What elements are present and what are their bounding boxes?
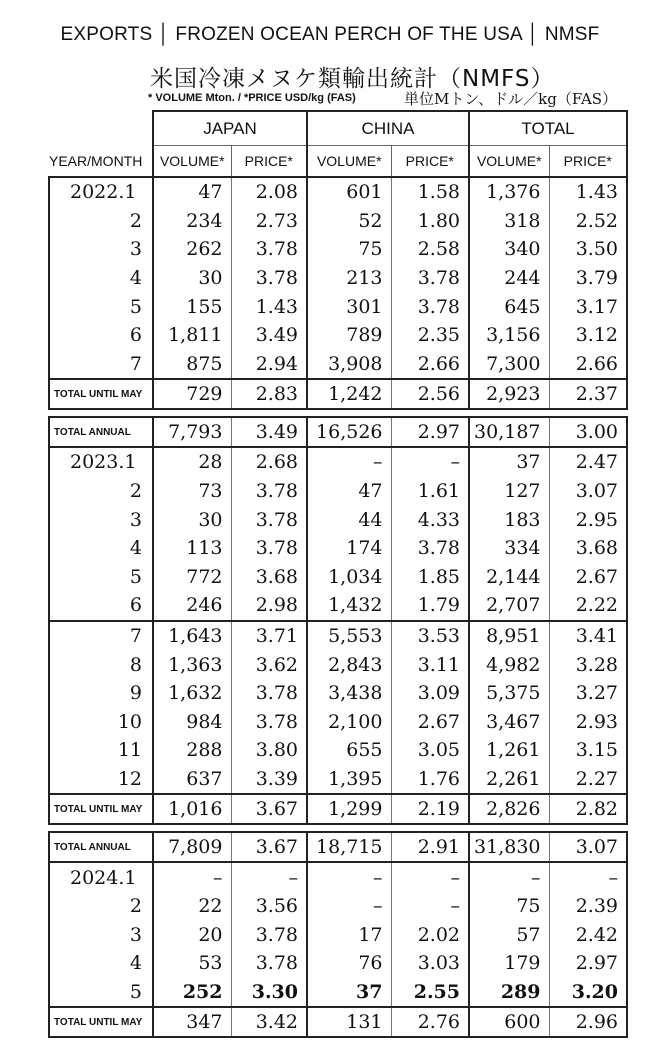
total-volume-cell: 131 [307, 1007, 391, 1037]
total-price-cell: 2.76 [391, 1007, 469, 1037]
price-cell: 3.78 [231, 235, 307, 264]
price-cell: 3.56 [231, 892, 307, 921]
price-cell: 3.62 [231, 650, 307, 679]
volume-cell: 289 [469, 978, 549, 1008]
corner-cell [49, 111, 153, 146]
volume-cell: 47 [153, 177, 231, 207]
month-cell: 3 [49, 235, 153, 264]
column-header-row [49, 146, 627, 178]
price-cell: 2.22 [549, 591, 627, 621]
price-cell: 3.41 [549, 621, 627, 651]
total-volume-cell: 1,299 [307, 794, 391, 824]
total-price-cell: 3.67 [231, 832, 307, 862]
table-row [49, 207, 627, 236]
volume-cell: 213 [307, 264, 391, 293]
volume-cell: 340 [469, 235, 549, 264]
price-cell: 3.78 [391, 292, 469, 321]
total-row [49, 417, 627, 447]
total-label: TOTAL ANNUAL [49, 417, 153, 447]
volume-cell: 73 [153, 477, 231, 506]
price-cell: 3.78 [231, 920, 307, 949]
volume-cell: 20 [153, 920, 231, 949]
total-volume-cell: 7,793 [153, 417, 231, 447]
year-month-header: YEAR/MONTH [49, 146, 153, 178]
volume-cell: 601 [307, 177, 391, 207]
row-gap [49, 409, 627, 417]
volume-cell: 4,982 [469, 650, 549, 679]
price-cell: 3.68 [549, 534, 627, 563]
price-cell: 2.58 [391, 235, 469, 264]
price-cell: 2.97 [549, 949, 627, 978]
volume-cell: 22 [153, 892, 231, 921]
units-note-japanese: 単位Mトン、ドル／kg（FAS） [404, 90, 618, 108]
month-cell: 12 [49, 765, 153, 795]
volume-cell: 637 [153, 765, 231, 795]
export-statistics-table [48, 110, 628, 1038]
table-body [49, 177, 627, 1037]
total-price-cell: 2.19 [391, 794, 469, 824]
volume-cell: 57 [469, 920, 549, 949]
total-row [49, 1007, 627, 1037]
month-cell: 2 [49, 892, 153, 921]
volume-cell: 30 [153, 264, 231, 293]
volume-cell: – [307, 892, 391, 921]
month-cell: 8 [49, 650, 153, 679]
total-label: TOTAL ANNUAL [49, 832, 153, 862]
volume-cell: 37 [469, 447, 549, 477]
price-cell: 3.12 [549, 321, 627, 350]
volume-cell: 772 [153, 563, 231, 592]
price-cell: 1.43 [231, 292, 307, 321]
total-price-cell: 2.97 [391, 417, 469, 447]
row-gap [49, 824, 627, 832]
price-header: PRICE* [231, 146, 307, 178]
price-cell: 1.79 [391, 591, 469, 621]
total-volume-cell: 16,526 [307, 417, 391, 447]
volume-cell: 244 [469, 264, 549, 293]
price-cell: 3.78 [231, 477, 307, 506]
volume-cell: 1,643 [153, 621, 231, 651]
table-row [49, 978, 627, 1008]
volume-cell: 1,432 [307, 591, 391, 621]
gap-cell [49, 824, 627, 832]
volume-cell: 1,034 [307, 563, 391, 592]
volume-cell: 3,908 [307, 350, 391, 380]
price-cell: 3.78 [391, 534, 469, 563]
table-row [49, 264, 627, 293]
price-cell: 2.66 [391, 350, 469, 380]
volume-cell: 252 [153, 978, 231, 1008]
price-header: PRICE* [549, 146, 627, 178]
volume-cell: 113 [153, 534, 231, 563]
volume-cell: 301 [307, 292, 391, 321]
price-cell: – [549, 862, 627, 892]
price-cell: 2.02 [391, 920, 469, 949]
total-price-cell: 2.82 [549, 794, 627, 824]
volume-header: VOLUME* [307, 146, 391, 178]
price-cell: 3.78 [231, 708, 307, 737]
volume-cell: – [307, 447, 391, 477]
total-price-cell: 2.83 [231, 379, 307, 409]
gap-cell [49, 409, 627, 417]
total-volume-cell: 347 [153, 1007, 231, 1037]
total-price-cell: 3.42 [231, 1007, 307, 1037]
month-cell: 2022.1 [49, 177, 153, 207]
group-header-total: TOTAL [469, 111, 627, 146]
month-cell: 7 [49, 621, 153, 651]
price-cell: 3.39 [231, 765, 307, 795]
price-cell: 3.07 [549, 477, 627, 506]
month-cell: 9 [49, 679, 153, 708]
price-cell: 3.15 [549, 736, 627, 765]
price-cell: 3.78 [231, 534, 307, 563]
price-cell: 2.66 [549, 350, 627, 380]
price-cell: 2.98 [231, 591, 307, 621]
month-cell: 4 [49, 264, 153, 293]
volume-cell: 2,707 [469, 591, 549, 621]
volume-cell: – [469, 862, 549, 892]
total-row [49, 832, 627, 862]
total-price-cell: 3.67 [231, 794, 307, 824]
volume-cell: 288 [153, 736, 231, 765]
table-row [49, 505, 627, 534]
volume-cell: 44 [307, 505, 391, 534]
price-cell: 3.17 [549, 292, 627, 321]
price-cell: 1.85 [391, 563, 469, 592]
price-cell: 3.09 [391, 679, 469, 708]
volume-cell: 334 [469, 534, 549, 563]
price-cell: 3.28 [549, 650, 627, 679]
units-note: * VOLUME Mton. / *PRICE USD/kg (FAS) [148, 92, 356, 104]
volume-cell: – [307, 862, 391, 892]
volume-cell: 246 [153, 591, 231, 621]
volume-cell: 3,438 [307, 679, 391, 708]
price-cell: 3.79 [549, 264, 627, 293]
month-cell: 10 [49, 708, 153, 737]
volume-cell: 2,843 [307, 650, 391, 679]
table-row [49, 477, 627, 506]
volume-cell: 318 [469, 207, 549, 236]
volume-cell: 76 [307, 949, 391, 978]
volume-cell: 875 [153, 350, 231, 380]
table-row [49, 650, 627, 679]
price-cell: 2.67 [391, 708, 469, 737]
volume-cell: – [153, 862, 231, 892]
price-cell: 3.68 [231, 563, 307, 592]
total-volume-cell: 600 [469, 1007, 549, 1037]
total-volume-cell: 1,242 [307, 379, 391, 409]
month-cell: 2 [49, 207, 153, 236]
volume-cell: 984 [153, 708, 231, 737]
volume-cell: 47 [307, 477, 391, 506]
month-cell: 2 [49, 477, 153, 506]
price-cell: – [391, 862, 469, 892]
volume-header: VOLUME* [153, 146, 231, 178]
page-title: EXPORTS │ FROZEN OCEAN PERCH OF THE USA │ NMSF [60, 24, 600, 45]
volume-cell: 1,632 [153, 679, 231, 708]
volume-cell: 52 [307, 207, 391, 236]
japanese-title: 米国冷凍メヌケ類輸出統計（NMFS） [150, 66, 555, 92]
volume-cell: 30 [153, 505, 231, 534]
price-cell: 2.55 [391, 978, 469, 1008]
month-cell: 2023.1 [49, 447, 153, 477]
total-price-cell: 3.00 [549, 417, 627, 447]
total-volume-cell: 2,826 [469, 794, 549, 824]
volume-cell: 1,363 [153, 650, 231, 679]
volume-cell: 234 [153, 207, 231, 236]
total-volume-cell: 30,187 [469, 417, 549, 447]
table-row [49, 621, 627, 651]
volume-header: VOLUME* [469, 146, 549, 178]
price-cell: 3.49 [231, 321, 307, 350]
table-row [49, 920, 627, 949]
total-label: TOTAL UNTIL MAY [49, 379, 153, 409]
table-row [49, 563, 627, 592]
volume-cell: 5,375 [469, 679, 549, 708]
table-row [49, 679, 627, 708]
volume-cell: 1,395 [307, 765, 391, 795]
price-cell: 3.03 [391, 949, 469, 978]
month-cell: 7 [49, 350, 153, 380]
price-cell: 2.08 [231, 177, 307, 207]
volume-cell: 28 [153, 447, 231, 477]
month-cell: 5 [49, 292, 153, 321]
group-header-row [49, 111, 627, 146]
price-cell: 2.52 [549, 207, 627, 236]
volume-cell: 645 [469, 292, 549, 321]
price-cell: 3.20 [549, 978, 627, 1008]
price-cell: 1.58 [391, 177, 469, 207]
total-price-cell: 2.96 [549, 1007, 627, 1037]
table-row [49, 892, 627, 921]
price-cell: 3.30 [231, 978, 307, 1008]
price-cell: 3.50 [549, 235, 627, 264]
price-cell: 2.73 [231, 207, 307, 236]
price-cell: 2.35 [391, 321, 469, 350]
price-cell: 1.76 [391, 765, 469, 795]
total-volume-cell: 2,923 [469, 379, 549, 409]
month-cell: 6 [49, 321, 153, 350]
month-cell: 5 [49, 563, 153, 592]
month-cell: 3 [49, 920, 153, 949]
volume-cell: 37 [307, 978, 391, 1008]
volume-cell: 3,156 [469, 321, 549, 350]
table-row [49, 350, 627, 380]
month-cell: 6 [49, 591, 153, 621]
table-row [49, 235, 627, 264]
volume-cell: 5,553 [307, 621, 391, 651]
volume-cell: 75 [469, 892, 549, 921]
price-cell: 2.68 [231, 447, 307, 477]
total-volume-cell: 1,016 [153, 794, 231, 824]
month-cell: 4 [49, 534, 153, 563]
price-cell: 1.61 [391, 477, 469, 506]
price-cell: 3.78 [231, 679, 307, 708]
price-cell: 2.67 [549, 563, 627, 592]
total-price-cell: 3.07 [549, 832, 627, 862]
volume-cell: 1,261 [469, 736, 549, 765]
volume-cell: 155 [153, 292, 231, 321]
price-cell: – [231, 862, 307, 892]
table-row [49, 447, 627, 477]
volume-cell: 8,951 [469, 621, 549, 651]
table-row [49, 292, 627, 321]
price-cell: 4.33 [391, 505, 469, 534]
month-cell: 2024.1 [49, 862, 153, 892]
table-row [49, 534, 627, 563]
month-cell: 4 [49, 949, 153, 978]
group-header-japan: JAPAN [153, 111, 307, 146]
price-cell: 2.94 [231, 350, 307, 380]
price-cell: 1.43 [549, 177, 627, 207]
month-cell: 3 [49, 505, 153, 534]
price-cell: 2.39 [549, 892, 627, 921]
total-label: TOTAL UNTIL MAY [49, 1007, 153, 1037]
total-price-cell: 2.91 [391, 832, 469, 862]
table-row [49, 765, 627, 795]
volume-cell: 17 [307, 920, 391, 949]
volume-cell: 75 [307, 235, 391, 264]
total-volume-cell: 18,715 [307, 832, 391, 862]
price-cell: 2.27 [549, 765, 627, 795]
total-row [49, 794, 627, 824]
table-row [49, 321, 627, 350]
table-row [49, 736, 627, 765]
group-header-china: CHINA [307, 111, 469, 146]
table-row [49, 949, 627, 978]
price-cell: 3.78 [231, 505, 307, 534]
volume-cell: 262 [153, 235, 231, 264]
price-cell: 3.05 [391, 736, 469, 765]
price-cell: – [391, 447, 469, 477]
price-cell: 3.78 [391, 264, 469, 293]
total-label: TOTAL UNTIL MAY [49, 794, 153, 824]
price-cell: 3.11 [391, 650, 469, 679]
price-cell: 3.80 [231, 736, 307, 765]
total-price-cell: 3.49 [231, 417, 307, 447]
price-cell: 2.47 [549, 447, 627, 477]
volume-cell: 655 [307, 736, 391, 765]
price-cell: 3.27 [549, 679, 627, 708]
volume-cell: 174 [307, 534, 391, 563]
price-cell: 3.78 [231, 949, 307, 978]
price-header: PRICE* [391, 146, 469, 178]
volume-cell: 2,144 [469, 563, 549, 592]
price-cell: 3.78 [231, 264, 307, 293]
price-cell: 3.53 [391, 621, 469, 651]
volume-cell: 53 [153, 949, 231, 978]
price-cell: 3.71 [231, 621, 307, 651]
volume-cell: 7,300 [469, 350, 549, 380]
total-volume-cell: 31,830 [469, 832, 549, 862]
total-row [49, 379, 627, 409]
volume-cell: 1,811 [153, 321, 231, 350]
total-price-cell: 2.56 [391, 379, 469, 409]
volume-cell: 1,376 [469, 177, 549, 207]
price-cell: 2.42 [549, 920, 627, 949]
total-volume-cell: 7,809 [153, 832, 231, 862]
total-price-cell: 2.37 [549, 379, 627, 409]
price-cell: – [391, 892, 469, 921]
volume-cell: 3,467 [469, 708, 549, 737]
month-cell: 5 [49, 978, 153, 1008]
volume-cell: 127 [469, 477, 549, 506]
volume-cell: 2,261 [469, 765, 549, 795]
month-cell: 11 [49, 736, 153, 765]
volume-cell: 2,100 [307, 708, 391, 737]
price-cell: 2.93 [549, 708, 627, 737]
price-cell: 2.95 [549, 505, 627, 534]
total-volume-cell: 729 [153, 379, 231, 409]
table-row [49, 862, 627, 892]
volume-cell: 789 [307, 321, 391, 350]
table-row [49, 708, 627, 737]
table-row [49, 177, 627, 207]
volume-cell: 179 [469, 949, 549, 978]
table-row [49, 591, 627, 621]
volume-cell: 183 [469, 505, 549, 534]
price-cell: 1.80 [391, 207, 469, 236]
